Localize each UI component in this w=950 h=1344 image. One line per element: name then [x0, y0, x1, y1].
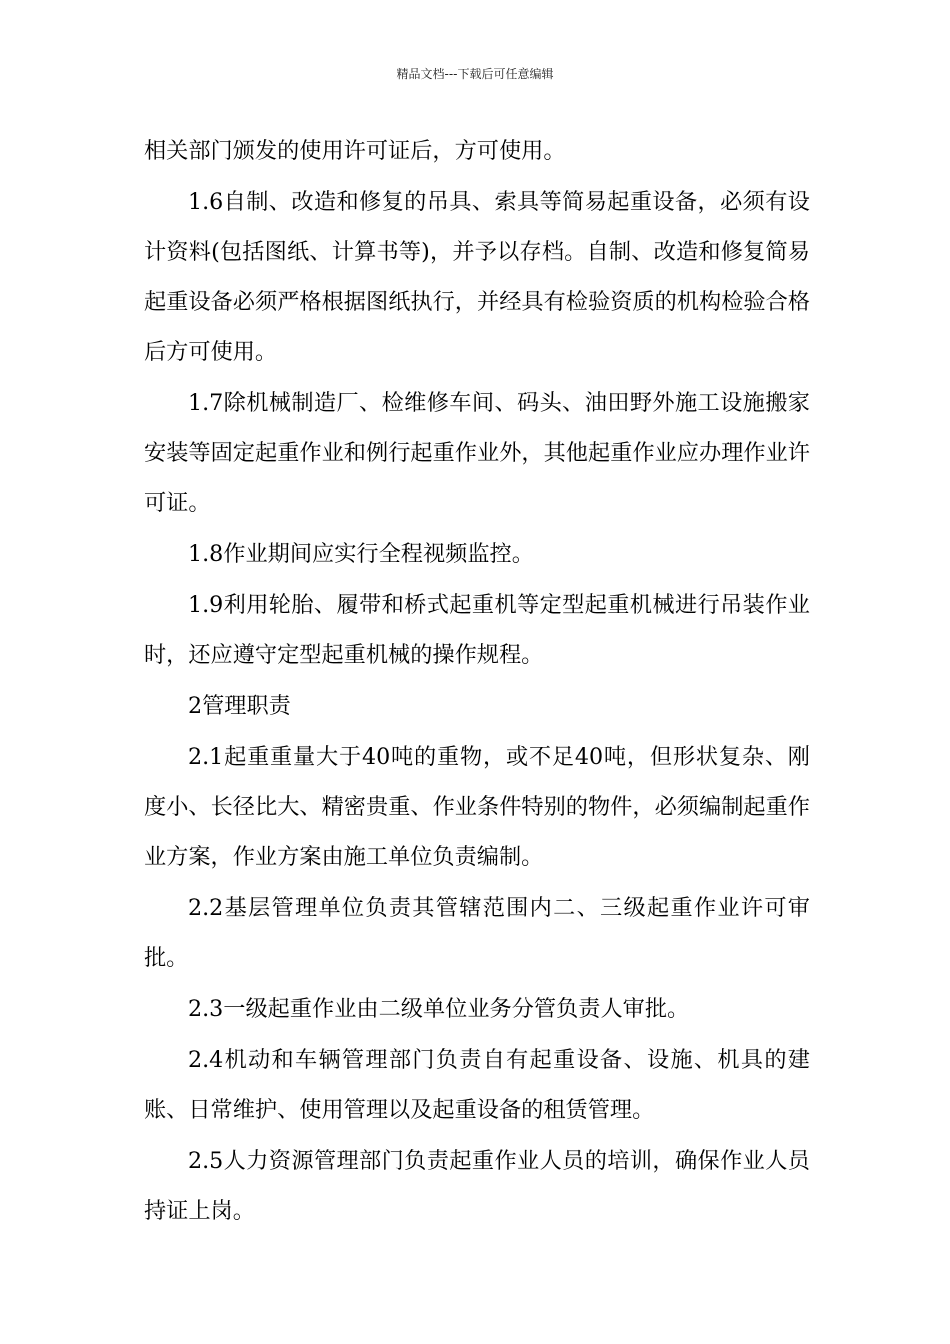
document-body: [144, 126, 810, 1237]
paragraph-1-9: 1.9利用轮胎、履带和桥式起重机等定型起重机械进行吊装作业时，还应遵守定型起重机械的操作规程。: [144, 592, 810, 668]
page-header: 精品文档---下载后可任意编辑: [396, 67, 554, 81]
paragraph-1-6: 1.6自制、改造和修复的吊具、索具等简易起重设备，必须有设计资料(包括图纸、计算书等)，并予以存档。自制、改造和修复简易起重设备必须严格根据图纸执行，并经具有检验资质的机构检验合格后方可使用。: [144, 189, 810, 365]
paragraph-continuation: 相关部门颁发的使用许可证后，方可使用。: [144, 138, 566, 164]
section-heading-2: 2管理职责: [188, 693, 291, 719]
paragraph-2-5: 2.5人力资源管理部门负责起重作业人员的培训，确保作业人员持证上岗。: [144, 1148, 810, 1224]
paragraph-2-3: 2.3一级起重作业由二级单位业务分管负责人审批。: [188, 996, 690, 1022]
paragraph-2-2: 2.2基层管理单位负责其管辖范围内二、三级起重作业许可审批。: [144, 895, 810, 971]
paragraph-1-7: 1.7除机械制造厂、检维修车间、码头、油田野外施工设施搬家安装等固定起重作业和例行起重作业外，其他起重作业应办理作业许可证。: [144, 390, 810, 516]
paragraph-2-4: 2.4机动和车辆管理部门负责自有起重设备、设施、机具的建账、日常维护、使用管理以及起重设备的租赁管理。: [144, 1047, 810, 1123]
paragraph-2-1: 2.1起重重量大于40吨的重物，或不足40吨，但形状复杂、刚度小、长径比大、精密贵重、作业条件特别的物件，必须编制起重作业方案，作业方案由施工单位负责编制。: [144, 744, 810, 870]
paragraph-1-8: 1.8作业期间应实行全程视频监控。: [188, 541, 534, 567]
